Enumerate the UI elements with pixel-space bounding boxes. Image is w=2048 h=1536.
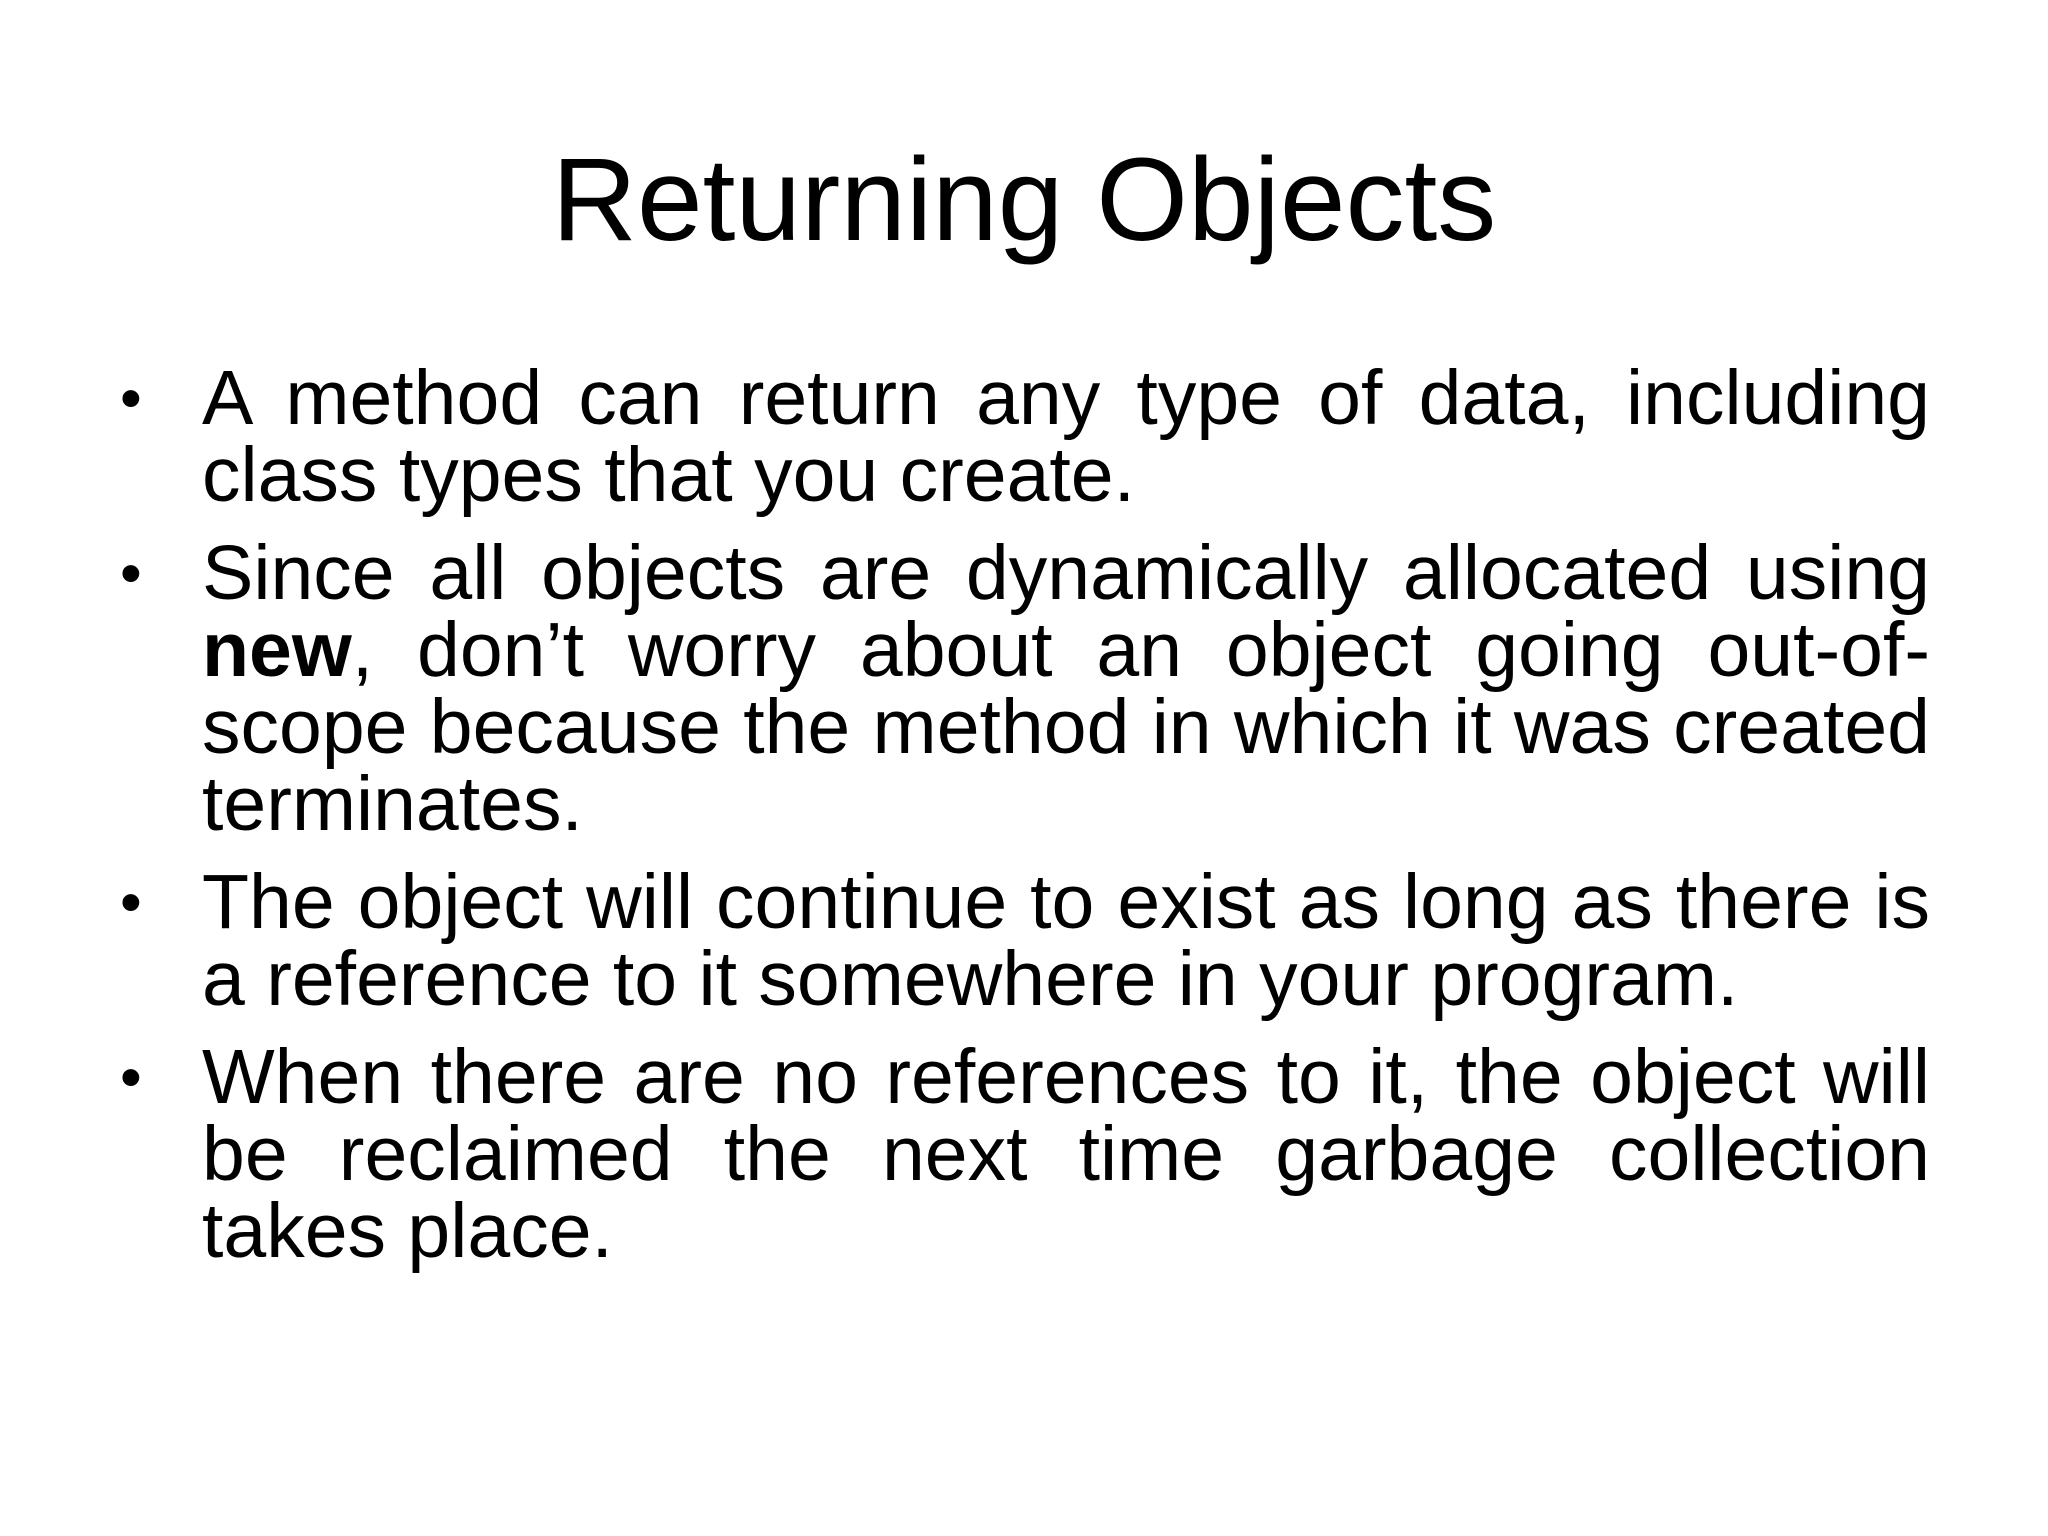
bullet-list bbox=[120, 355, 1930, 1291]
bullet-icon: • bbox=[120, 1043, 142, 1112]
bullet-text-end: , don’t worry about an object going out-of-scope because the method in which it was created terminates. bbox=[202, 607, 1930, 847]
bullet-item bbox=[120, 530, 1930, 847]
bullet-icon: • bbox=[120, 364, 142, 433]
bullet-text: A method can return any type of data, including class types that you create. bbox=[202, 355, 1930, 518]
bullet-item bbox=[120, 1034, 1930, 1274]
slide-title: Returning Objects bbox=[551, 134, 1497, 266]
keyword-new: new bbox=[202, 607, 352, 693]
bullet-icon: • bbox=[120, 539, 142, 608]
bullet-text bbox=[202, 530, 1930, 847]
bullet-text: When there are no references to it, the object will be reclaimed the next time garbage collection takes place. bbox=[202, 1034, 1930, 1274]
bullet-icon: • bbox=[120, 868, 142, 937]
bullet-item bbox=[120, 355, 1930, 518]
bullet-item bbox=[120, 859, 1930, 1022]
bullet-text: The object will continue to exist as long as there is a reference to it somewhere in your program. bbox=[202, 859, 1930, 1022]
bullet-text-start: Since all objects are dynamically allocated using bbox=[202, 530, 1930, 616]
